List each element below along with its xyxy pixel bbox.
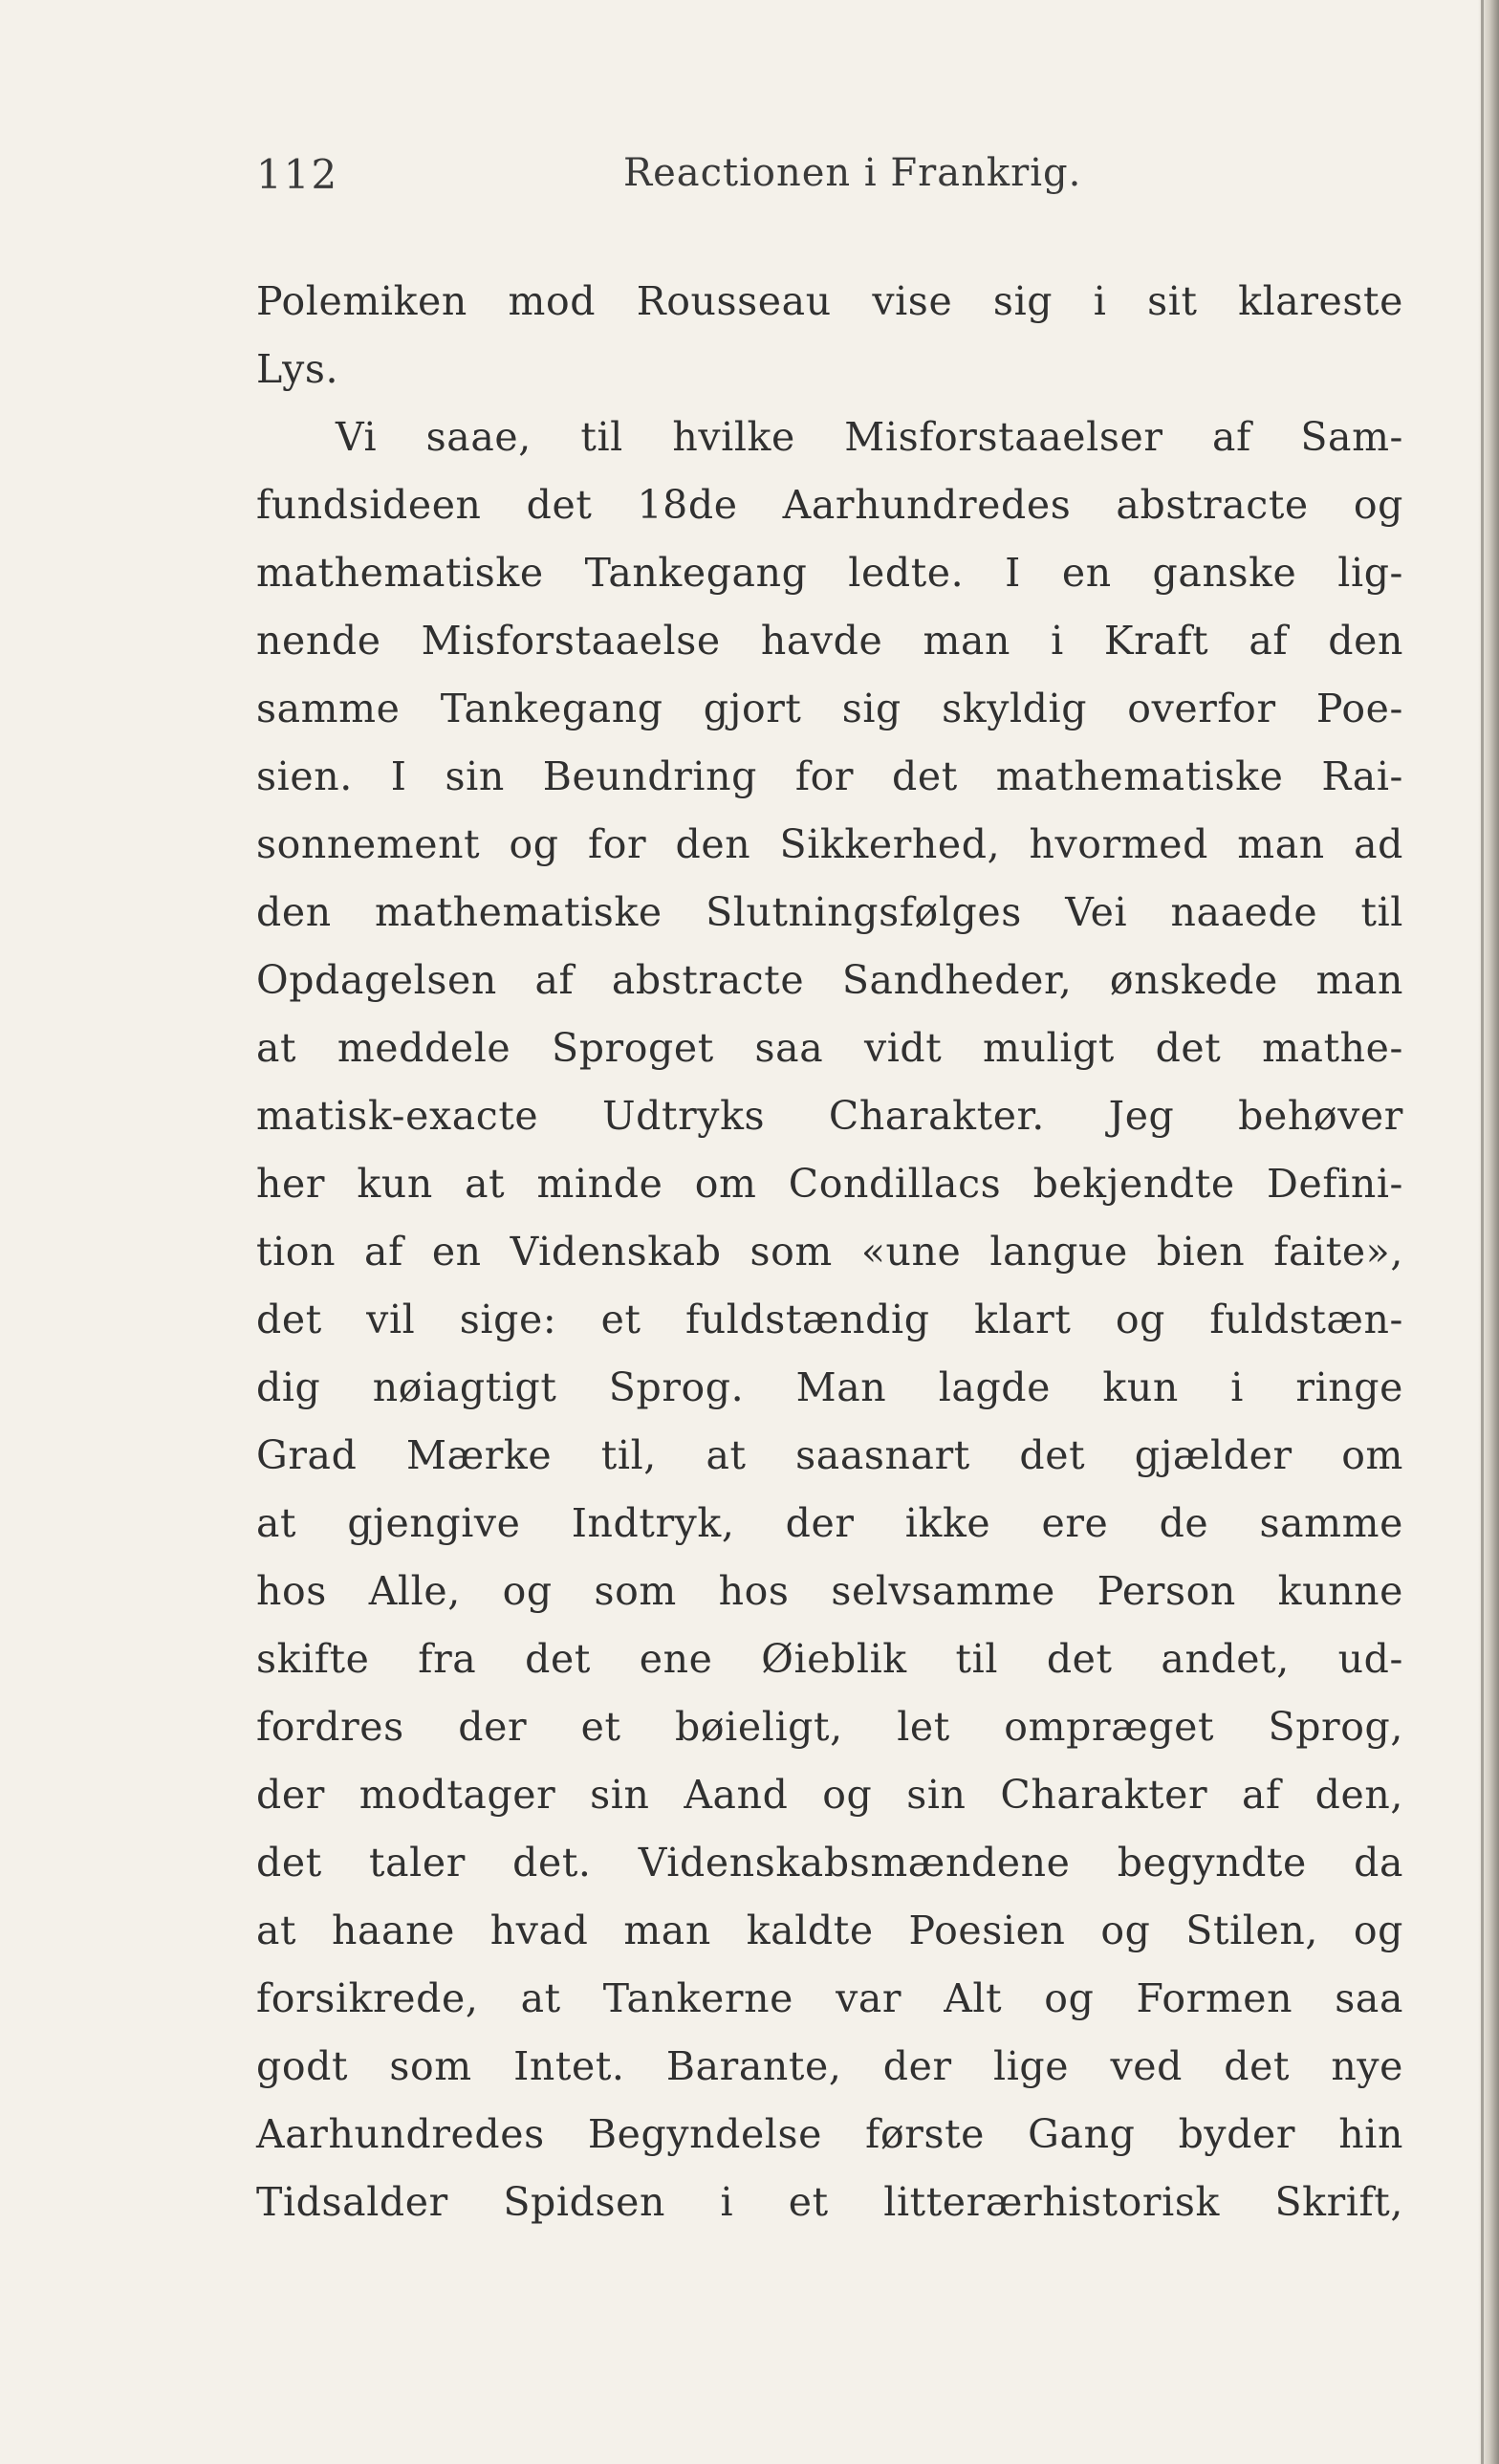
page-header <box>256 151 1403 208</box>
text-line: godt som Intet. Barante, der lige ved det nye <box>256 2043 1403 2089</box>
text-line: nende Misforstaaelse havde man i Kraft af den <box>256 618 1403 664</box>
text-line: mathematiske Tankegang ledte. I en ganske lig- <box>256 550 1403 596</box>
text-line: forsikrede, at Tankerne var Alt og Formen saa <box>256 1975 1403 2021</box>
text-line: sonnement og for den Sikkerhed, hvormed man ad <box>256 821 1403 867</box>
text-line: det taler det. Videnskabsmændene begyndte da <box>256 1840 1403 1886</box>
text-line: her kun at minde om Condillacs bekjendte Defini- <box>256 1161 1403 1207</box>
text-line: samme Tankegang gjort sig skyldig overfor Poe- <box>256 686 1403 731</box>
text-line: sien. I sin Beundring for det mathematiske Rai- <box>256 753 1403 799</box>
text-line: hos Alle, og som hos selvsamme Person kunne <box>256 1568 1403 1614</box>
text-line: dig nøiagtigt Sprog. Man lagde kun i ringe <box>256 1364 1403 1410</box>
text-line: der modtager sin Aand og sin Charakter af den, <box>256 1772 1403 1818</box>
running-head: Reactionen i Frankrig. <box>623 151 1082 195</box>
text-line: Polemiken mod Rousseau vise sig i sit klareste <box>256 278 1403 324</box>
text-line: Tidsalder Spidsen i et litterærhistorisk Skrift, <box>256 2179 1403 2225</box>
text-line: Vi saae, til hvilke Misforstaaelser af Sam- <box>336 414 1403 460</box>
text-line: den mathematiske Slutningsfølges Vei naaede til <box>256 889 1403 935</box>
body-text <box>256 268 1403 2236</box>
text-line: Opdagelsen af abstracte Sandheder, ønskede man <box>256 957 1403 1003</box>
text-line: fordres der et bøieligt, let ompræget Sprog, <box>256 1704 1403 1750</box>
text-line: det vil sige: et fuldstændig klart og fuldstæn- <box>256 1297 1403 1342</box>
text-line: at meddele Sproget saa vidt muligt det mathe- <box>256 1025 1403 1071</box>
text-line: at haane hvad man kaldte Poesien og Stilen, og <box>256 1908 1403 1953</box>
page-edge-shadow <box>1481 0 1484 2464</box>
text-line: Grad Mærke til, at saasnart det gjælder om <box>256 1432 1403 1478</box>
text-line: fundsideen det 18de Aarhundredes abstracte og <box>256 482 1403 528</box>
text-line: matisk-exacte Udtryks Charakter. Jeg behøver <box>256 1093 1403 1139</box>
text-line: tion af en Videnskab som «une langue bien faite», <box>256 1229 1403 1275</box>
text-line: at gjengive Indtryk, der ikke ere de samme <box>256 1500 1403 1546</box>
text-line: skifte fra det ene Øieblik til det andet, ud- <box>256 1636 1403 1682</box>
text-line: Lys. <box>256 346 339 392</box>
text-line: Aarhundredes Begyndelse første Gang byder hin <box>256 2111 1403 2157</box>
page-number: 112 <box>256 151 339 198</box>
